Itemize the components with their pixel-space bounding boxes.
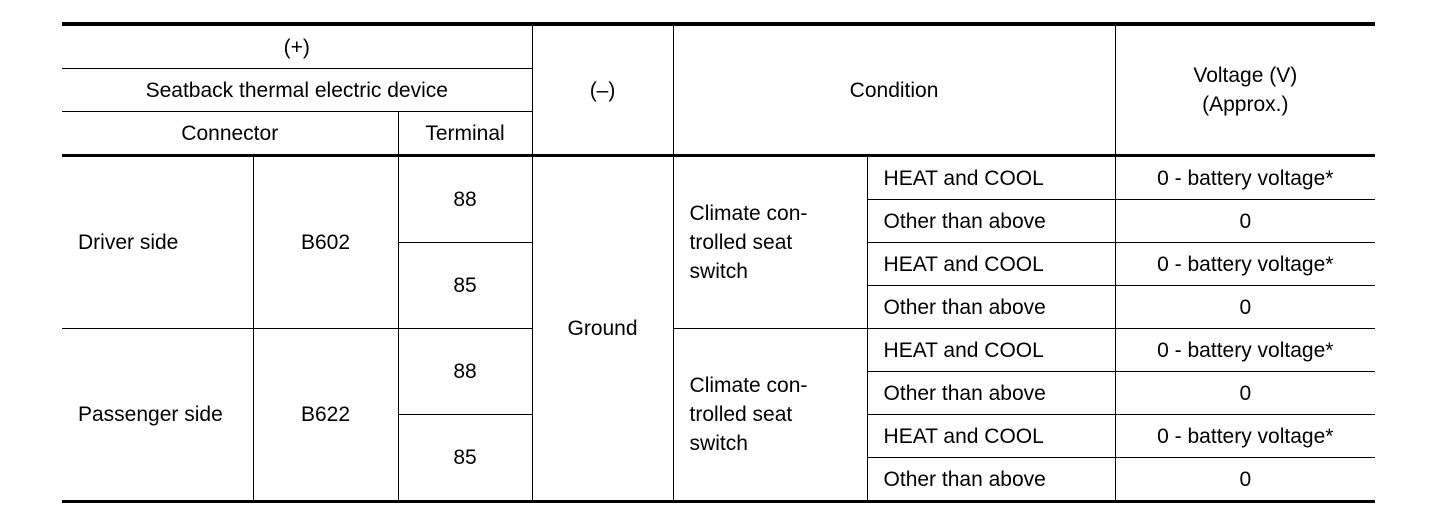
passenger-terminal-88: 88 (398, 329, 532, 415)
header-plus: (+) (62, 24, 532, 69)
driver-side-label: Driver side (62, 156, 253, 329)
driver-voltage-1: 0 - battery voltage* (1115, 156, 1375, 200)
driver-condition-2: Other than above (867, 200, 1115, 243)
passenger-voltage-2: 0 (1115, 372, 1375, 415)
passenger-terminal-85: 85 (398, 415, 532, 502)
passenger-condition-4: Other than above (867, 458, 1115, 502)
ground-cell: Ground (532, 156, 673, 502)
driver-condition-4: Other than above (867, 286, 1115, 329)
header-condition: Condition (673, 24, 1115, 156)
passenger-voltage-3: 0 - battery voltage* (1115, 415, 1375, 458)
driver-voltage-4: 0 (1115, 286, 1375, 329)
passenger-connector: B622 (253, 329, 398, 502)
passenger-voltage-4: 0 (1115, 458, 1375, 502)
header-device: Seatback thermal electric device (62, 69, 532, 112)
passenger-condition-3: HEAT and COOL (867, 415, 1115, 458)
passenger-condition-1: HEAT and COOL (867, 329, 1115, 372)
driver-switch-label: Climate con- trolled seat switch (673, 156, 867, 329)
driver-condition-3: HEAT and COOL (867, 243, 1115, 286)
driver-condition-1: HEAT and COOL (867, 156, 1115, 200)
passenger-condition-2: Other than above (867, 372, 1115, 415)
passenger-voltage-1: 0 - battery voltage* (1115, 329, 1375, 372)
header-minus: (–) (532, 24, 673, 156)
header-terminal: Terminal (398, 112, 532, 156)
driver-connector: B602 (253, 156, 398, 329)
driver-voltage-2: 0 (1115, 200, 1375, 243)
driver-terminal-85: 85 (398, 243, 532, 329)
passenger-side-label: Passenger side (62, 329, 253, 502)
voltage-spec-table (62, 22, 1375, 503)
driver-terminal-88: 88 (398, 156, 532, 243)
header-voltage: Voltage (V) (Approx.) (1115, 24, 1375, 156)
driver-voltage-3: 0 - battery voltage* (1115, 243, 1375, 286)
passenger-switch-label: Climate con- trolled seat switch (673, 329, 867, 502)
header-connector: Connector (62, 112, 398, 156)
